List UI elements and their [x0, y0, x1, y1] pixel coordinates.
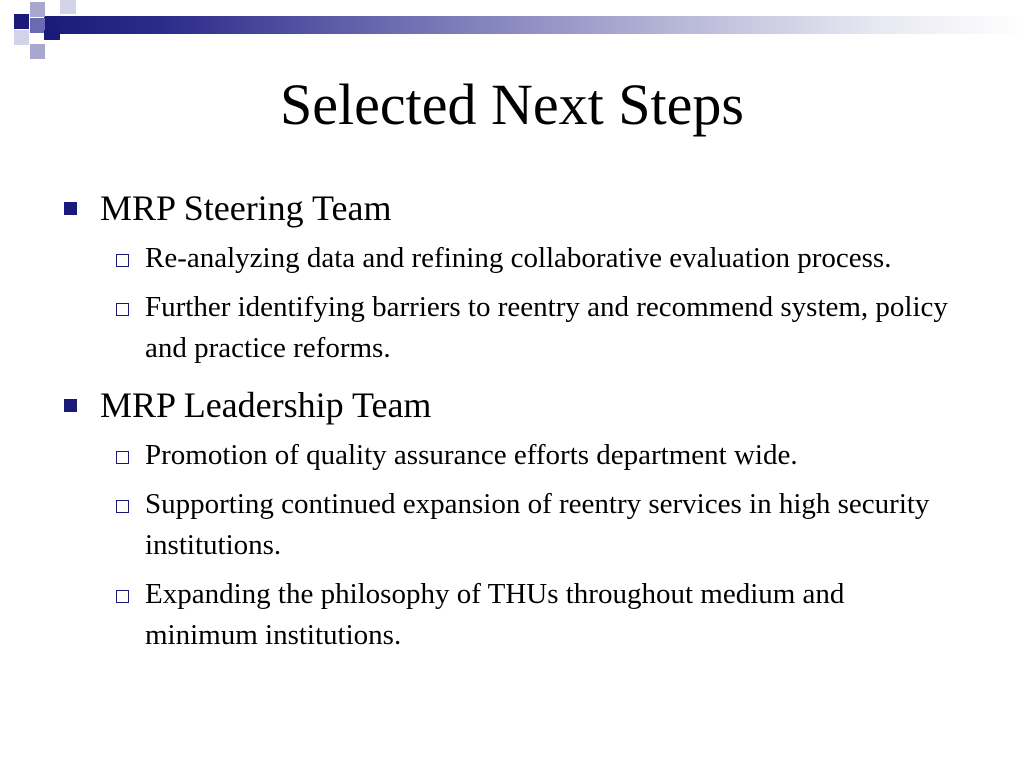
- hollow-square-bullet-icon: [116, 451, 129, 464]
- decor-square: [60, 0, 76, 14]
- list-item: [114, 574, 962, 656]
- list-item: [114, 435, 962, 476]
- list-item-text: Re-analyzing data and refining collaborative evaluation process.: [145, 242, 892, 274]
- decor-square: [30, 44, 45, 59]
- section-heading-label: MRP Leadership Team: [100, 385, 432, 425]
- list-item: [114, 287, 962, 369]
- square-bullet-icon: [64, 399, 77, 412]
- hollow-square-bullet-icon: [116, 500, 129, 513]
- list-item-text: Promotion of quality assurance efforts department wide.: [145, 439, 798, 471]
- hollow-square-bullet-icon: [116, 303, 129, 316]
- section-heading-leadership-team: [62, 381, 962, 429]
- hollow-square-bullet-icon: [116, 254, 129, 267]
- decor-square: [14, 14, 29, 29]
- hollow-square-bullet-icon: [116, 590, 129, 603]
- list-item-text: Further identifying barriers to reentry and recommend system, policy and practice reforms.: [145, 291, 948, 364]
- header-gradient-bar: [44, 16, 1024, 34]
- slide-title: Selected Next Steps: [280, 72, 744, 137]
- leadership-team-items: [114, 435, 962, 656]
- decor-square: [30, 2, 45, 17]
- list-item: [114, 238, 962, 279]
- bullet-content: [62, 184, 962, 668]
- list-item-text: Expanding the philosophy of THUs throughout medium and minimum institutions.: [145, 578, 845, 651]
- square-bullet-icon: [64, 202, 77, 215]
- steering-team-items: [114, 238, 962, 369]
- section-heading-steering-team: [62, 184, 962, 232]
- list-item: [114, 484, 962, 566]
- section-heading-label: MRP Steering Team: [100, 188, 392, 228]
- decor-square: [44, 30, 60, 40]
- decor-square: [30, 18, 45, 33]
- decor-square: [14, 30, 29, 45]
- list-item-text: Supporting continued expansion of reentry services in high security institutions.: [145, 488, 930, 561]
